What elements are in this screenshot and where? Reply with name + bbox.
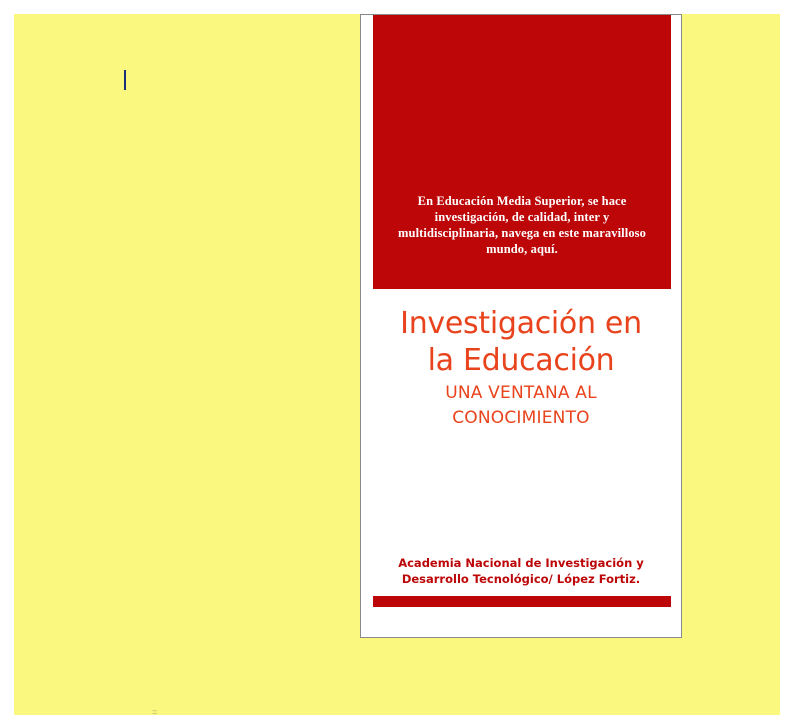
- brochure-cover[interactable]: [360, 14, 682, 638]
- brochure-header-banner: [373, 15, 671, 289]
- text-caret: [124, 70, 126, 90]
- ruler-artifact: =: [152, 709, 158, 715]
- brochure-footer-bar: [373, 596, 671, 607]
- brochure-title-line-1: Investigación en: [400, 306, 642, 341]
- brochure-subtitle-line-1: UNA VENTANA AL: [445, 383, 597, 403]
- brochure-credit: [383, 555, 659, 587]
- brochure-title-block: [379, 305, 663, 429]
- brochure-credit-line-1: Academia Nacional de Investigación y: [398, 556, 644, 570]
- brochure-credit-line-2: Desarrollo Tecnológico/ López Fortiz.: [401, 572, 641, 586]
- brochure-subtitle-line-2: CONOCIMIENTO: [452, 408, 590, 428]
- brochure-header-text: En Educación Media Superior, se hace investigación, de calidad, inter y multidisciplinaria, navega en este maravilloso mundo, aquí.: [398, 194, 646, 256]
- document-page[interactable]: [14, 14, 780, 715]
- top-margin-strip: [0, 0, 800, 14]
- brochure-title-line-2: la Educación: [427, 343, 615, 378]
- right-margin-strip: [780, 0, 800, 715]
